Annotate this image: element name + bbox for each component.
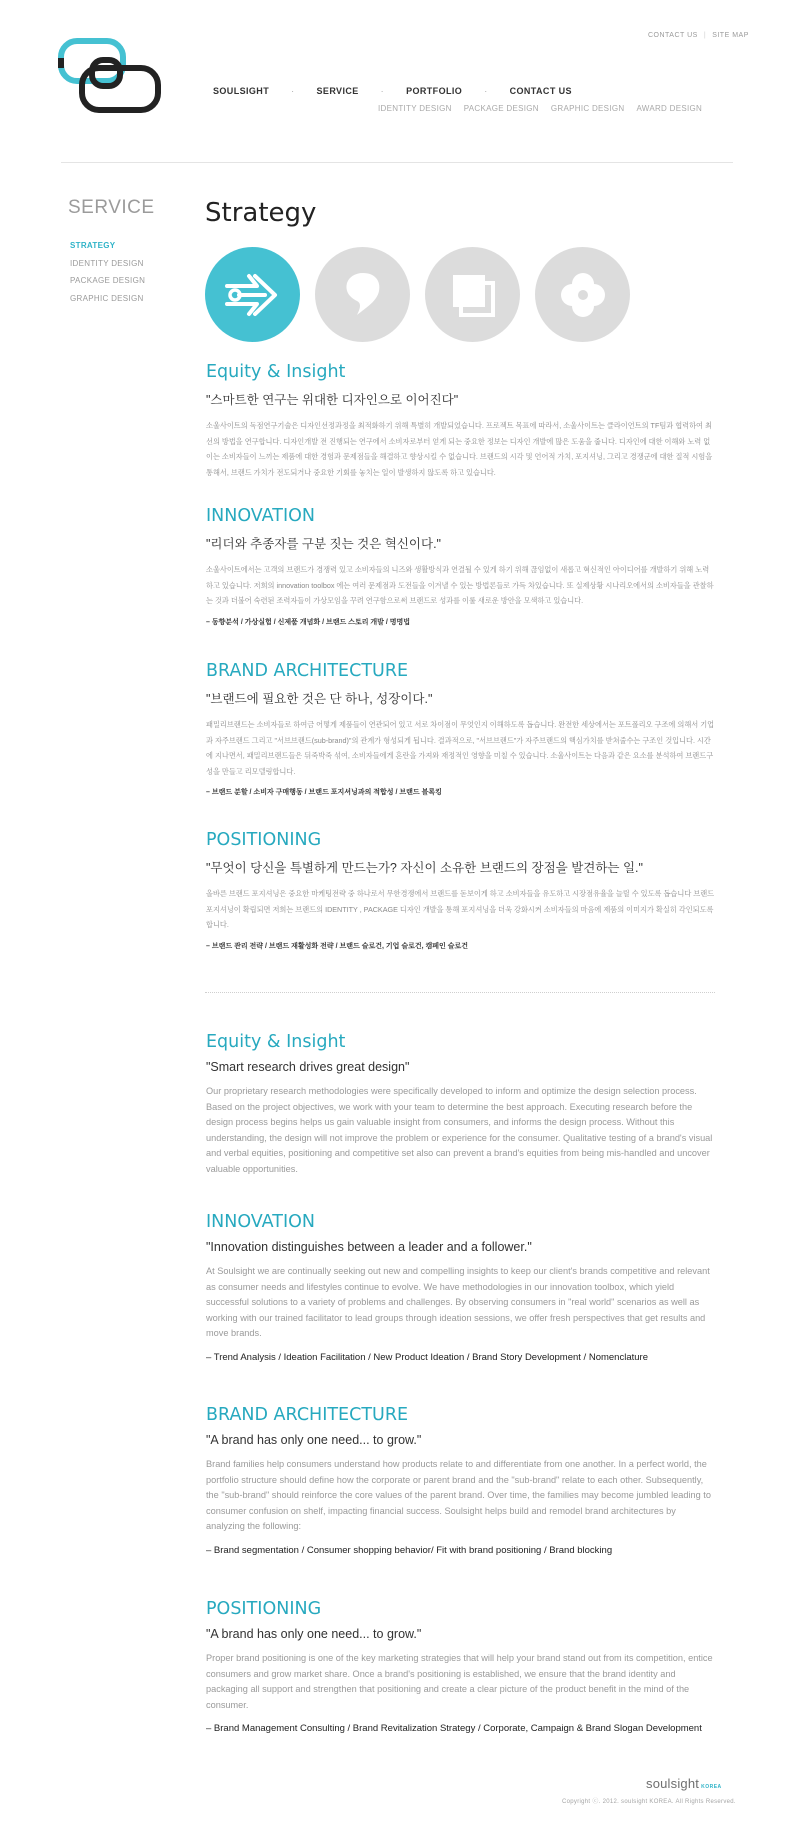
nav-separator: · xyxy=(484,86,488,96)
section-body: 패밀리브랜드는 소비자들로 하여금 어떻게 제품들이 연관되어 있고 서로 차이점이 무엇인지 이해하도록 돕습니다. 완전한 세상에서는 포트폴리오 구조에 의해서 기업과 자주브랜드 그리고 "서브브랜드(sub-brand)"의 관계가 형성되게 됩니다. 결과적으로, "서브브랜드"가 자주브랜드의 핵심가치를 받쳐줄수는 구조인 것입니다. 시간에 지나면서, 패밀리브랜드들은 뒤죽박죽 섞여, 소비자들에게 혼란을 가져와 재정적인 영향을 미칠 수 있습니다. 소울사이트는 다음과 같은 요소를 분석하여 브랜드구성을 만들고 리모델링합니다. xyxy=(206,720,715,776)
footer-brand-name: soulsight xyxy=(646,1776,700,1791)
section-quote: "브랜드에 필요한 것은 단 하나, 성장이다." xyxy=(206,692,433,706)
utility-separator: | xyxy=(703,32,707,39)
page-title: Strategy xyxy=(205,198,317,228)
section-heading: Equity & Insight xyxy=(206,1032,346,1052)
arrow-icon xyxy=(225,270,281,320)
sidebar-title: SERVICE xyxy=(68,197,155,218)
section-tags: – 동향분석 / 가상실험 / 신제품 개념화 / 브랜드 스토리 개발 / 명명법 xyxy=(206,618,411,626)
nav-contact-us[interactable]: CONTACT US xyxy=(509,86,572,96)
nav-portfolio[interactable]: PORTFOLIO xyxy=(406,86,463,96)
section-innovation-ko xyxy=(206,506,716,627)
section-heading: POSITIONING xyxy=(206,830,322,850)
language-divider xyxy=(205,992,715,993)
section-body: 소울사이트에서는 고객의 브랜드가 경쟁력 있고 소비자들의 니즈와 생활방식과 연결될 수 있게 하기 위해 끊임없이 새롭고 혁신적인 아이디어를 개발하기 위해 노력하고 있습니다. 저희의 innovation toolbox 에는 여러 문제점과 도전들을 이겨낼 수 있는 방법론들로 가득 차있습니다. 또 실제상황 시나리오에서의 소비자들을 관찰하는 것과 더불어 숙련된 조력자들이 가상모임을 꾸려 연구함으로써 브랜드로 성과를 이룰 새로운 방안을 모색하고 있습니다. xyxy=(206,565,714,605)
section-heading: INNOVATION xyxy=(206,1212,315,1232)
section-body: At Soulsight we are continually seeking out new and compelling insights to keep our client's brands competitive and relevant as consumer needs and lifestyles continue to evolve. We have methodologies in our innovation toolbox, which yield successful solutions to a variety of problems and challenges. By observing consumers in "real world" scenarios as well as working with our trained facilitator to lead groups through ideation sessions, we offer fresh perspectives that get results and move brands. xyxy=(206,1266,710,1338)
section-body: 소울사이트의 독점연구기술은 디자인선정과정을 최적화하기 위해 특별히 개발되었습니다. 프로젝트 목표에 따라서, 소울사이트는 클라이언트의 TF팀과 협력하여 최선의 방법을 연구합니다. 디자인개발 전 진행되는 연구에서 소비자로부터 얻게 되는 중요한 정보는 디자인 개발에 많은 도움을 줍니다. 디자인에 대한 이해와 노력 없이는 소비자들이 느끼는 제품에 대한 경험과 문제점들을 해결하고 향상시킬 수 없습니다. 브랜드의 시각 및 언어적 가치, 포지셔닝, 그리고 경쟁군에 대한 질적 시험을 통해서, 브랜드 가치가 전도되거나 중요한 기회를 놓치는 일이 발생하지 않도록 하고 있습니다. xyxy=(206,421,713,477)
main-nav xyxy=(213,86,594,96)
section-heading: BRAND ARCHITECTURE xyxy=(206,1405,409,1425)
section-tags: – Trend Analysis / Ideation Facilitation / New Product Ideation / Brand Story Development / Nomenclature xyxy=(206,1351,648,1363)
section-innovation-en xyxy=(206,1212,716,1363)
soulsight-logo[interactable] xyxy=(58,38,162,121)
section-heading: Equity & Insight xyxy=(206,362,346,382)
subnav-graphic-design[interactable]: GRAPHIC DESIGN xyxy=(550,104,625,113)
section-quote: "무엇이 당신을 특별하게 만드는가? 자신이 소유한 브랜드의 장점을 발견하는 일." xyxy=(206,861,643,875)
section-quote: "Smart research drives great design" xyxy=(206,1060,410,1074)
subnav-package-design[interactable]: PACKAGE DESIGN xyxy=(463,104,539,113)
contact-us-link[interactable]: CONTACT US xyxy=(648,32,698,39)
strategy-circle-button[interactable] xyxy=(205,247,300,342)
header-divider xyxy=(61,162,733,163)
sidebar-item-strategy[interactable]: STRATEGY xyxy=(70,241,116,250)
nav-soulsight[interactable]: SOULSIGHT xyxy=(213,86,270,96)
section-body: Brand families help consumers understand how products relate to and differentiate from one another. In a perfect world, the portfolio structure should define how the corporate or parent brand and the "sub-brand" relate to each other. Subsequently, the "sub-brand" should reinforce the core values of the parent brand. Over time, the families may become jumbled leading to consumer confusion on shelf, impacting financial success. Soulsight helps build and remodel brand architectures by analyzing the following: xyxy=(206,1459,711,1531)
section-heading: BRAND ARCHITECTURE xyxy=(206,661,409,681)
clover-icon xyxy=(559,271,607,319)
section-heading: POSITIONING xyxy=(206,1599,322,1619)
footer-logo xyxy=(646,1776,722,1791)
sidebar-menu xyxy=(70,237,145,307)
speech-icon xyxy=(343,271,383,319)
nav-separator: · xyxy=(291,86,295,96)
nav-service[interactable]: SERVICE xyxy=(316,86,359,96)
site-map-link[interactable]: SITE MAP xyxy=(712,32,749,39)
sidebar-item-identity-design[interactable]: IDENTITY DESIGN xyxy=(70,258,144,268)
section-quote: "Innovation distinguishes between a leader and a follower." xyxy=(206,1240,532,1254)
section-tags: – 브랜드 분할 / 소비자 구매행동 / 브랜드 포지셔닝과의 적합성 / 브랜드 블록킹 xyxy=(206,789,442,796)
copyright-text: Copyright ⓒ. 2012. soulsight KOREA. All Rights Reserved. xyxy=(562,1799,736,1805)
portfolio-subnav xyxy=(378,104,702,113)
logo-mark-icon xyxy=(58,38,162,116)
section-quote: "스마트한 연구는 위대한 디자인으로 이어진다" xyxy=(206,393,459,407)
footer-brand-suffix: KOREA xyxy=(701,1784,722,1790)
strategy-icon-row xyxy=(205,247,630,342)
section-equity-insight-en xyxy=(206,1032,716,1177)
section-heading: INNOVATION xyxy=(206,506,315,526)
identity-circle-button[interactable] xyxy=(315,247,410,342)
section-brand-architecture-ko xyxy=(206,661,716,797)
section-quote: "A brand has only one need... to grow." xyxy=(206,1433,422,1447)
section-quote: "A brand has only one need... to grow." xyxy=(206,1627,422,1641)
section-brand-architecture-en xyxy=(206,1405,716,1556)
utility-links xyxy=(648,32,749,39)
subnav-award-design[interactable]: AWARD DESIGN xyxy=(636,104,703,113)
nav-separator: · xyxy=(380,86,385,96)
section-tags: – 브랜드 관리 전략 / 브랜드 재활성화 전략 / 브랜드 슬로건, 기업 슬로건, 캠페인 슬로건 xyxy=(206,942,469,950)
sidebar-item-package-design[interactable]: PACKAGE DESIGN xyxy=(70,276,146,285)
section-body: Our proprietary research methodologies were specifically developed to inform and optimize the design selection process. Based on the project objectives, we work with your team to determine the best approach. Executing research before the design process begins helps us gain valuable insight from consumers, and informs the design process. Without this understanding, the design will not improve the problem or experience for the consumer. Qualitative testing of a brand's visual and verbal equities, positioning and competitive set also can prevent a brand's equities from being mis-handled and uncover valuable opportunities. xyxy=(206,1086,713,1174)
section-quote: "리더와 추종자를 구분 짓는 것은 혁신이다." xyxy=(206,537,441,551)
section-body: Proper brand positioning is one of the key marketing strategies that will help your brand stand out from its competition, entice consumers and grow market share. Once a brand's positioning is established, we ensure that the brand identity and packaging all support and strengthen that positioning and create a clear picture of the product benefit in the mind of the consumer. xyxy=(206,1653,713,1710)
section-tags: – Brand segmentation / Consumer shopping behavior/ Fit with brand positioning / Brand blocking xyxy=(206,1544,613,1556)
section-equity-insight-ko xyxy=(206,362,716,480)
section-body: 올바른 브랜드 포지셔닝은 중요한 마케팅전략 중 하나로서 무한경쟁에서 브랜드를 돋보이게 하고 소비자들을 유도하고 시장점유율을 늘릴 수 있도록 돕습니다 브랜드 포지셔닝이 확립되면 저희는 브랜드의 IDENTITY , PACKAGE 디자인 개발을 통해 포지셔닝을 더욱 강화시켜 소비자들의 마음에 제품의 이미지가 확실히 각인되도록 합니다. xyxy=(206,889,715,929)
section-positioning-en xyxy=(206,1599,716,1734)
section-tags: – Brand Management Consulting / Brand Revitalization Strategy / Corporate, Campaign & Brand Slogan Development xyxy=(206,1723,702,1734)
graphic-circle-button[interactable] xyxy=(535,247,630,342)
sidebar-item-graphic-design[interactable]: GRAPHIC DESIGN xyxy=(70,293,144,303)
subnav-identity-design[interactable]: IDENTITY DESIGN xyxy=(378,104,452,113)
square-icon xyxy=(449,271,497,319)
package-circle-button[interactable] xyxy=(425,247,520,342)
section-positioning-ko xyxy=(206,830,716,951)
